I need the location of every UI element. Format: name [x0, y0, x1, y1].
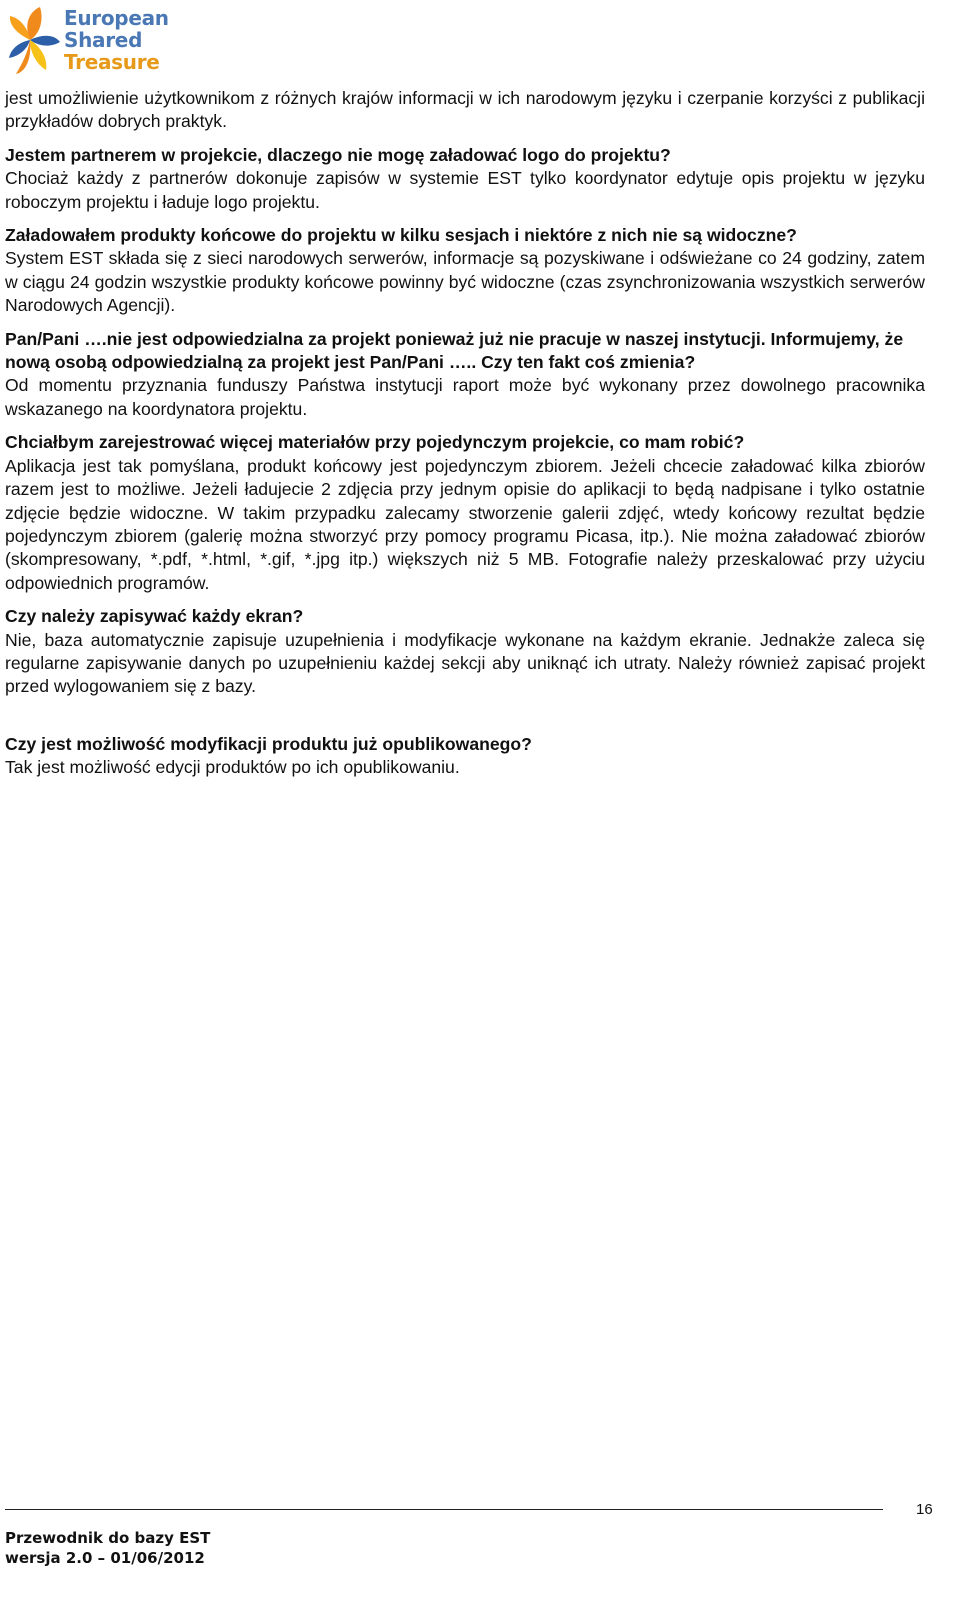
- faq-answer-save: Nie, baza automatycznie zapisuje uzupełnienia i modyfikacje wykonane na każdym ekranie. Jednakże zaleca się regularne zapisywanie danych po uzupełnieniu każdej sekcji aby uniknąć ich utraty. Należy również zapisać projekt przed wylogowaniem się z bazy.: [5, 629, 925, 697]
- faq-answer-contact-person: Od momentu przyznania funduszy Państwa instytucji raport może być wykonany przez dowolnego pracownika wskazanego na koordynatora projektu.: [5, 375, 925, 419]
- faq-answer-modify: Tak jest możliwość edycji produktów po ich opublikowaniu.: [5, 757, 460, 778]
- faq-answer-sessions: System EST składa się z sieci narodowych serwerów, informacje są pozyskiwane i odświeżane co 24 godziny, zatem w ciągu 24 godzin wszystkie produkty końcowe powinny być widoczne (czas zsynchronizowania wszystkich serwerów Narodowych Agencji).: [5, 248, 925, 316]
- faq-answer-logo: Chociaż każdy z partnerów dokonuje zapisów w systemie EST tylko koordynator edytuje opis projektu w języku roboczym projektu i ładuje logo projektu.: [5, 168, 925, 212]
- footer-divider: [5, 1509, 883, 1510]
- logo-text-line2: Shared: [64, 28, 143, 52]
- footer-title: Przewodnik do bazy EST: [5, 1529, 211, 1547]
- logo: [6, 4, 176, 80]
- faq-question-modify: Czy jest możliwość modyfikacji produktu już opublikowanego?: [5, 733, 532, 754]
- faq-question-logo: Jestem partnerem w projekcie, dlaczego nie mogę załadować logo do projektu?: [5, 144, 671, 165]
- faq-content: [5, 87, 925, 780]
- logo-flower-icon: [6, 4, 62, 78]
- footer: [5, 1528, 210, 1568]
- logo-text-line3: Treasure: [64, 50, 160, 74]
- intro-paragraph: jest umożliwienie użytkownikom z różnych krajów informacji w ich narodowym języku i czerpanie korzyści z publikacji przykładów dobrych praktyk.: [5, 88, 925, 132]
- faq-answer-materials: Aplikacja jest tak pomyślana, produkt końcowy jest pojedynczym zbiorem. Jeżeli chcecie załadować kilka zbiorów razem jest to możliwe. Jeżeli ładujecie 2 zdjęcia przy jednym opisie do aplikacji to będą nadpisane i tylko ostatnie zdjęcie będzie widoczne. W takim przypadku zalecamy stworzenie galerii zdjęć, wtedy końcowy rezultat będzie pojedynczym zbiorem (galerię można stworzyć przy pomocy programu Picasa, itp.). Nie można załadować zbiorów (skompresowany, *.pdf, *.html, *.gif, *.jpg itp.) większych niż 5 MB. Fotografie należy przeskalować przy użyciu odpowiednich programów.: [5, 455, 925, 593]
- faq-question-materials: Chciałbym zarejestrować więcej materiałów przy pojedynczym projekcie, co mam robić?: [5, 432, 745, 453]
- faq-question-contact-person: Pan/Pani ….nie jest odpowiedzialna za projekt ponieważ już nie pracuje w naszej instytucji. Informujemy, że nową osobą odpowiedzialną za projekt jest Pan/Pani ….. Czy ten fakt coś zmienia?: [5, 328, 904, 373]
- faq-question-save: Czy należy zapisywać każdy ekran?: [5, 606, 304, 627]
- footer-version: wersja 2.0 – 01/06/2012: [5, 1549, 205, 1567]
- logo-text-line1: European: [64, 6, 169, 30]
- page-number: 16: [916, 1501, 933, 1518]
- faq-question-sessions: Załadowałem produkty końcowe do projektu w kilku sesjach i niektóre z nich nie są widoczne?: [5, 225, 797, 246]
